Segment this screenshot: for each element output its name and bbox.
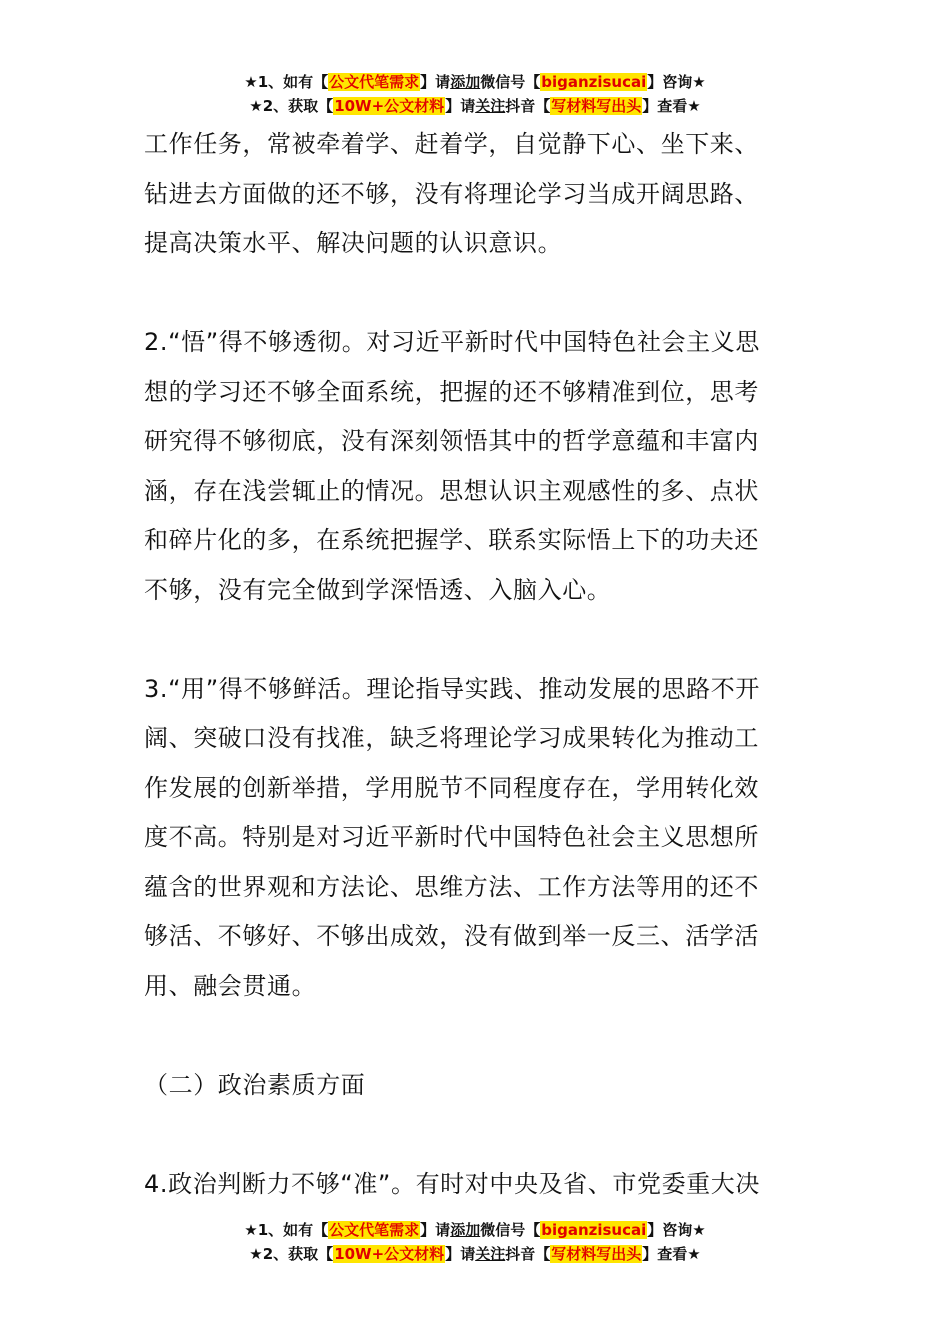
banner-text: ★2、获取【 <box>249 1245 334 1263</box>
header-banner <box>0 70 950 118</box>
banner-text: ★1、如有【 <box>244 73 329 91</box>
text-line: 4.政治判断力不够“准”。有时对中央及省、市党委重大决 <box>144 1169 760 1198</box>
text-line: 不够，没有完全做到学深悟透、入脑入心。 <box>144 575 612 604</box>
banner-text: 】查看★ <box>642 97 701 115</box>
text-line: 涵，存在浅尝辄止的情况。思想认识主观感性的多、点状 <box>144 476 759 505</box>
text-line: 作发展的创新举措，学用脱节不同程度存在，学用转化效 <box>144 773 759 802</box>
text-line: 和碎片化的多，在系统把握学、联系实际悟上下的功夫还 <box>144 526 759 554</box>
banner-text: 】咨询★ <box>647 73 706 91</box>
paragraph-3-yong <box>144 665 814 1012</box>
highlight-text: biganzisucai <box>541 73 647 91</box>
highlight-text: 10W+公文材料 <box>334 97 445 115</box>
text-line: 想的学习还不够全面系统，把握的还不够精准到位，思考 <box>144 377 759 406</box>
text-line: 提高决策水平、解决问题的认识意识。 <box>144 229 563 257</box>
text-line: 阔、突破口没有找准，缺乏将理论学习成果转化为推动工 <box>144 724 759 752</box>
paragraph-0 <box>144 120 814 269</box>
highlight-text: 写材料写出头 <box>551 1245 642 1263</box>
banner-text: 】请 <box>445 1245 476 1263</box>
underlined-text: 关注 <box>475 1245 506 1263</box>
text-line: 工作任务，常被牵着学、赶着学，自觉静下心、坐下来、 <box>144 130 759 158</box>
banner-line-1 <box>0 1218 950 1242</box>
banner-text: ★1、如有【 <box>244 1221 329 1239</box>
banner-line-2 <box>0 1242 950 1266</box>
banner-text: 微信号【 <box>480 1221 541 1239</box>
paragraph-4 <box>144 1160 814 1210</box>
text-line: 2.“悟”得不够透彻。对习近平新时代中国特色社会主义思 <box>144 328 760 356</box>
banner-text: 】请 <box>445 97 476 115</box>
document-body <box>144 120 814 1209</box>
text-line: 钻进去方面做的还不够，没有将理论学习当成开阔思路、 <box>144 179 759 208</box>
text-line: 度不高。特别是对习近平新时代中国特色社会主义思想所 <box>144 823 759 851</box>
banner-text: ★2、获取【 <box>249 97 334 115</box>
paragraph-2-wu <box>144 318 814 615</box>
highlight-text: biganzisucai <box>541 1221 647 1239</box>
text-line: 研究得不够彻底，没有深刻领悟其中的哲学意蕴和丰富内 <box>144 427 759 455</box>
text-line: 蕴含的世界观和方法论、思维方法、工作方法等用的还不 <box>144 872 759 901</box>
highlight-text: 公文代笔需求 <box>329 73 420 91</box>
text-line: 3.“用”得不够鲜活。理论指导实践、推动发展的思路不开 <box>144 674 760 703</box>
banner-text: 微信号【 <box>480 73 541 91</box>
section-heading: （二）政治素质方面 <box>144 1070 366 1099</box>
underlined-text: 添加 <box>450 73 481 91</box>
text-line: 用、融会贯通。 <box>144 971 317 1000</box>
underlined-text: 添加 <box>450 1221 481 1239</box>
banner-text: 】请 <box>420 1221 451 1239</box>
banner-text: 】查看★ <box>642 1245 701 1263</box>
highlight-text: 公文代笔需求 <box>329 1221 420 1239</box>
banner-text: 抖音【 <box>505 97 551 115</box>
highlight-text: 10W+公文材料 <box>334 1245 445 1263</box>
banner-text: 抖音【 <box>505 1245 551 1263</box>
banner-line-2 <box>0 94 950 118</box>
banner-text: 】咨询★ <box>647 1221 706 1239</box>
banner-text: 】请 <box>420 73 451 91</box>
banner-line-1 <box>0 70 950 94</box>
footer-banner <box>0 1218 950 1266</box>
text-line: 够活、不够好、不够出成效，没有做到举一反三、活学活 <box>144 922 759 950</box>
underlined-text: 关注 <box>475 97 506 115</box>
highlight-text: 写材料写出头 <box>551 97 642 115</box>
